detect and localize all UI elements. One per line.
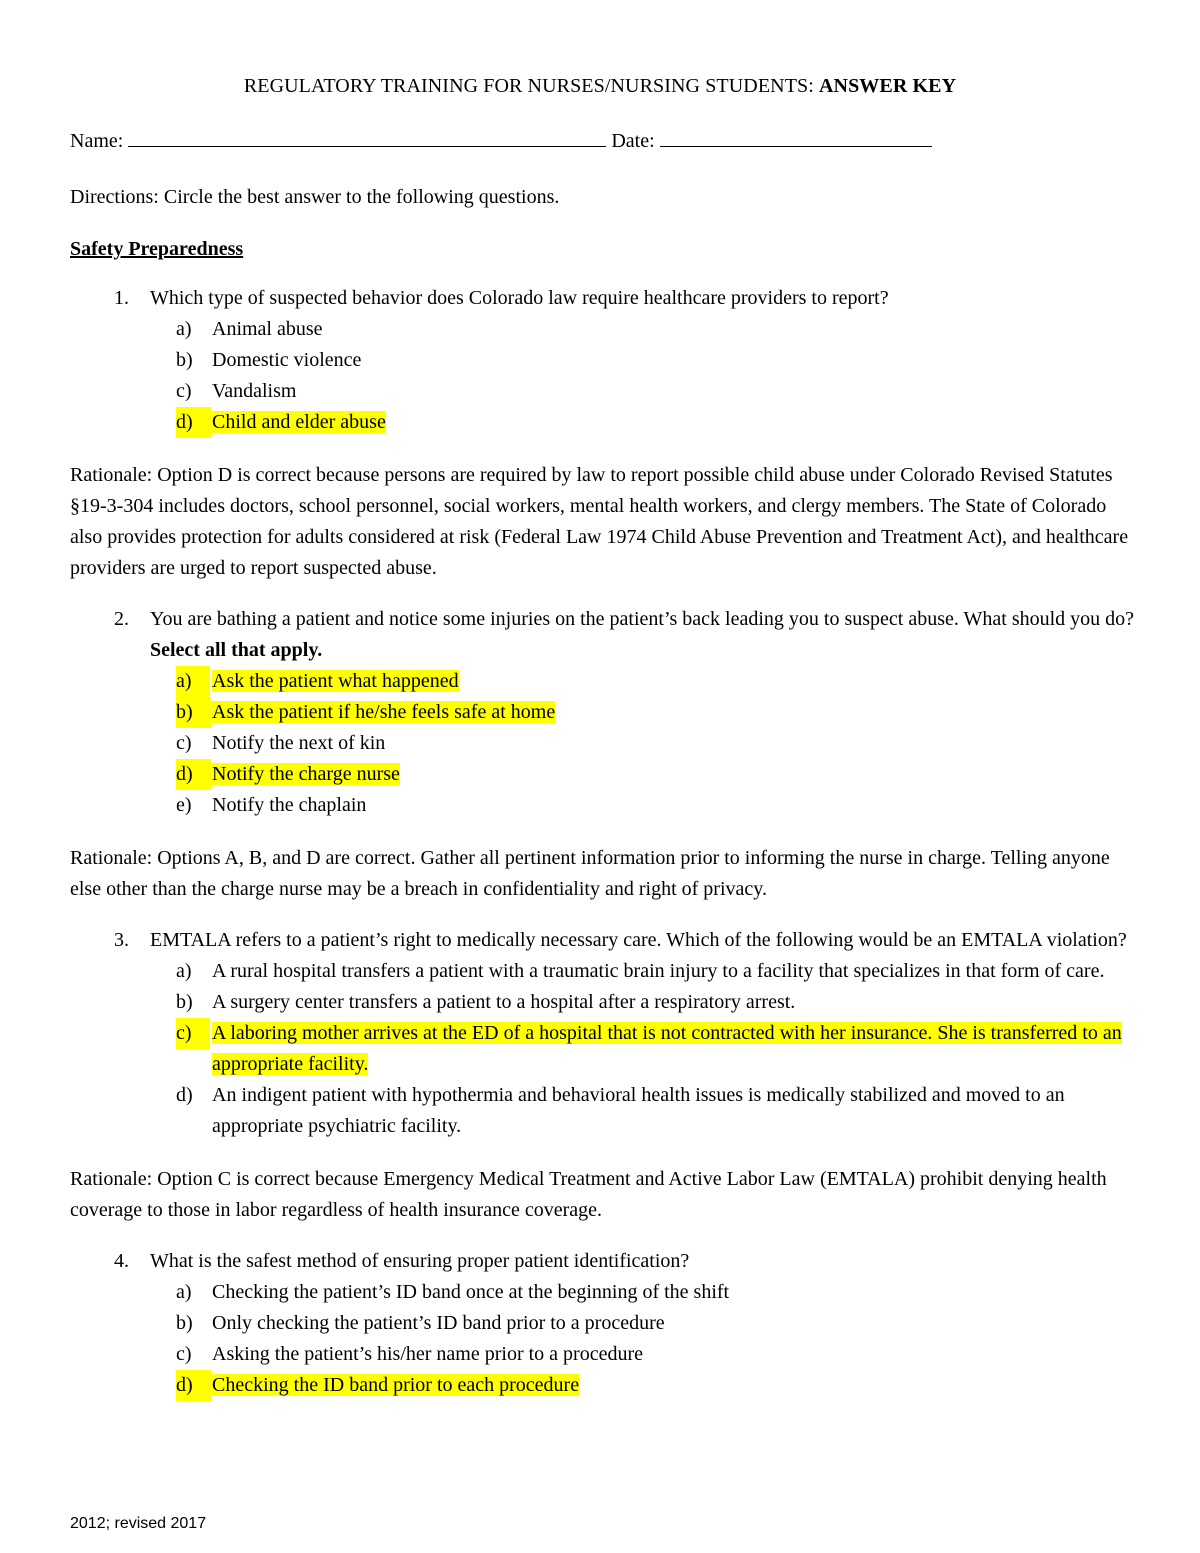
option-text: Notify the charge nurse <box>212 763 400 785</box>
option-text: A rural hospital transfers a patient with a traumatic brain injury to a facility that specializes in that form of care. <box>212 960 1105 982</box>
option-text: Asking the patient’s his/her name prior to a procedure <box>212 1343 643 1365</box>
option-text: Domestic violence <box>212 349 362 371</box>
question-4-options <box>70 1277 1135 1401</box>
option-2e[interactable] <box>70 790 1135 821</box>
option-text: Only checking the patient’s ID band prior to a procedure <box>212 1312 665 1334</box>
question-number: 4. <box>114 1250 129 1272</box>
option-text: Ask the patient if he/she feels safe at home <box>212 701 556 723</box>
option-letter: a) <box>176 960 192 982</box>
option-1b[interactable] <box>70 345 1135 376</box>
option-text: Ask the patient what happened <box>212 670 459 692</box>
option-1d-correct[interactable] <box>70 407 1135 438</box>
option-2a-correct[interactable] <box>70 666 1135 697</box>
date-blank[interactable] <box>660 128 932 147</box>
option-letter: c) <box>176 1018 210 1049</box>
option-3a[interactable] <box>70 956 1135 987</box>
option-text: A laboring mother arrives at the ED of a hospital that is not contracted with her insurance. She is transferred to an appropriate facility. <box>212 1022 1122 1075</box>
option-4b[interactable] <box>70 1308 1135 1339</box>
option-letter: e) <box>176 794 192 816</box>
option-text: Checking the patient’s ID band once at the beginning of the shift <box>212 1281 730 1303</box>
question-text: EMTALA refers to a patient’s right to medically necessary care. Which of the following would be an EMTALA violation? <box>150 929 1127 951</box>
question-number: 1. <box>114 287 129 309</box>
option-4c[interactable] <box>70 1339 1135 1370</box>
option-letter: b) <box>176 991 193 1013</box>
question-text: What is the safest method of ensuring proper patient identification? <box>150 1250 690 1272</box>
question-text: Which type of suspected behavior does Colorado law require healthcare providers to report? <box>150 287 889 309</box>
option-text: Notify the chaplain <box>212 794 367 816</box>
option-2c[interactable] <box>70 728 1135 759</box>
option-letter: d) <box>176 759 211 790</box>
date-label: Date: <box>611 130 655 152</box>
question-1-options <box>70 314 1135 438</box>
rationale-1: Rationale: Option D is correct because persons are required by law to report possible child abuse under Colorado Revised Statutes §19-3-304 includes doctors, school personnel, social workers, mental health workers, and clergy members. The State of Colorado also provides protection for adults considered at risk (Federal Law 1974 Child Abuse Prevention and Treatment Act), and healthcare providers are urged to report suspected abuse. <box>70 464 1129 579</box>
option-letter: c) <box>176 1343 192 1365</box>
option-letter: c) <box>176 380 192 402</box>
option-text: Vandalism <box>212 380 297 402</box>
title-prefix: REGULATORY TRAINING FOR NURSES/NURSING STUDENTS: <box>243 75 819 97</box>
question-3-options <box>70 956 1135 1142</box>
document-page <box>70 72 1135 1401</box>
rationale-2: Rationale: Options A, B, and D are correct. Gather all pertinent information prior to informing the nurse in charge. Telling anyone else other than the charge nurse may be a breach in confidentiality and right of privacy. <box>70 847 1110 900</box>
option-letter: d) <box>176 407 211 438</box>
option-1a[interactable] <box>70 314 1135 345</box>
question-3 <box>70 925 1135 956</box>
question-number: 3. <box>114 929 129 951</box>
option-text: Animal abuse <box>212 318 323 340</box>
question-instruction: Select all that apply. <box>150 639 323 661</box>
title-answer-key: ANSWER KEY <box>819 75 957 97</box>
page-title <box>70 72 1130 100</box>
option-1c[interactable] <box>70 376 1135 407</box>
option-letter: a) <box>176 318 192 340</box>
option-letter: d) <box>176 1370 211 1401</box>
option-text: Notify the next of kin <box>212 732 386 754</box>
option-text: A surgery center transfers a patient to a hospital after a respiratory arrest. <box>212 991 796 1013</box>
question-text: You are bathing a patient and notice some injuries on the patient’s back leading you to suspect abuse. What should you do? <box>150 608 1135 630</box>
question-2 <box>70 604 1135 666</box>
option-text: Checking the ID band prior to each procedure <box>212 1374 580 1396</box>
option-letter: a) <box>176 1281 192 1303</box>
option-text: Child and elder abuse <box>212 411 386 433</box>
section-heading: Safety Preparedness <box>70 238 244 260</box>
option-2d-correct[interactable] <box>70 759 1135 790</box>
option-letter: d) <box>176 1084 193 1106</box>
page-footer: 2012; revised 2017 <box>70 1515 207 1532</box>
option-2b-correct[interactable] <box>70 697 1135 728</box>
question-2-options <box>70 666 1135 821</box>
option-3c-correct[interactable] <box>70 1018 1135 1080</box>
question-number: 2. <box>114 608 129 630</box>
option-letter: b) <box>176 1312 193 1334</box>
name-label: Name: <box>70 130 124 152</box>
option-3b[interactable] <box>70 987 1135 1018</box>
directions: Directions: Circle the best answer to the following questions. <box>70 186 560 208</box>
name-blank[interactable] <box>128 128 606 147</box>
question-1 <box>70 283 1135 314</box>
name-date-row <box>70 127 1135 155</box>
rationale-3: Rationale: Option C is correct because Emergency Medical Treatment and Active Labor Law (EMTALA) prohibit denying health coverage to those in labor regardless of health insurance coverage. <box>70 1168 1107 1221</box>
option-letter: b) <box>176 697 211 728</box>
question-4 <box>70 1246 1135 1277</box>
option-letter: b) <box>176 349 193 371</box>
option-text: An indigent patient with hypothermia and behavioral health issues is medically stabilized and moved to an appropriate psychiatric facility. <box>212 1084 1065 1137</box>
option-4d-correct[interactable] <box>70 1370 1135 1401</box>
option-letter: a) <box>176 666 210 697</box>
option-4a[interactable] <box>70 1277 1135 1308</box>
option-letter: c) <box>176 732 192 754</box>
option-3d[interactable] <box>70 1080 1135 1142</box>
